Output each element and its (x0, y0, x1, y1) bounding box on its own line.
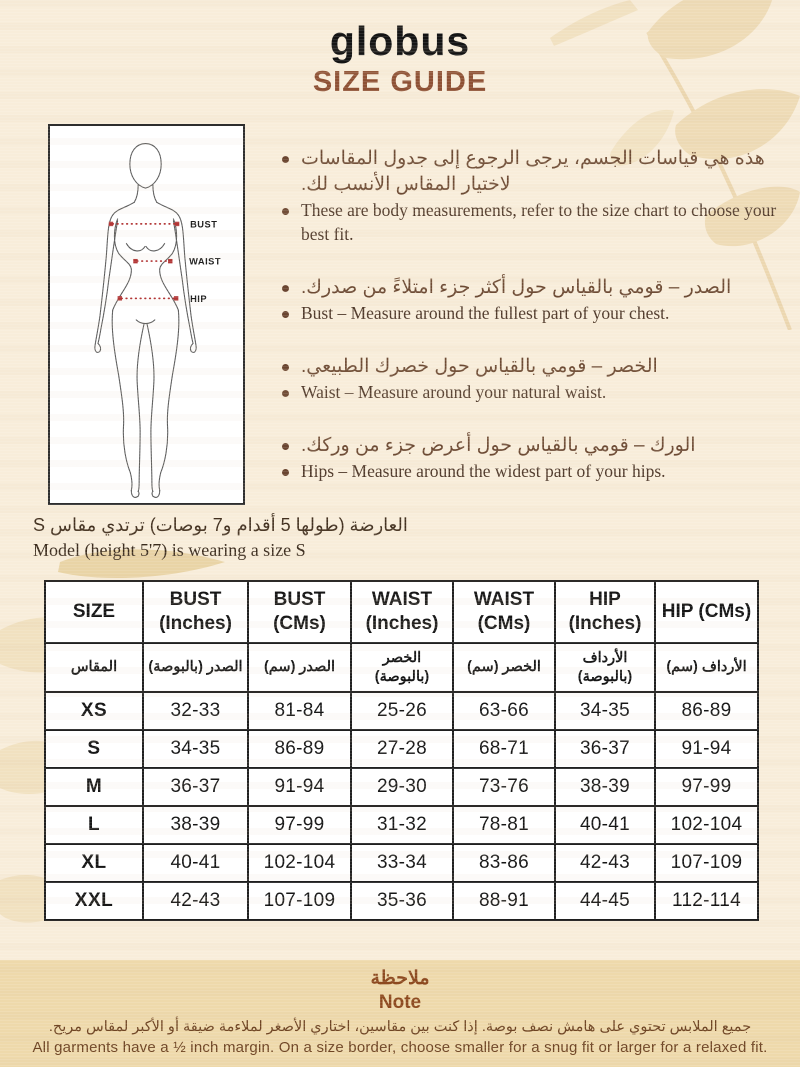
tip-hip-en: Hips – Measure around the widest part of your hips. (281, 459, 787, 483)
size-cell: 91-94 (248, 768, 351, 806)
bullet-icon (282, 469, 289, 476)
size-cell: 42-43 (143, 882, 248, 920)
size-row-s (45, 730, 758, 768)
size-cell: 40-41 (143, 844, 248, 882)
measuring-tips-list (281, 146, 787, 512)
waist-label: WAIST (189, 256, 222, 267)
size-cell: 63-66 (453, 692, 555, 730)
header-size-ar: المقاس (45, 643, 143, 692)
size-row-l (45, 806, 758, 844)
tip-group-overview (281, 146, 787, 246)
tip-waist-ar: الخصر – قومي بالقياس حول خصرك الطبيعي. (281, 354, 787, 380)
size-cell: 86-89 (655, 692, 758, 730)
header-hip-cms-ar: الأرداف (سم) (655, 643, 758, 692)
size-cell: 97-99 (248, 806, 351, 844)
size-cell: 35-36 (351, 882, 453, 920)
size-row-xxl (45, 882, 758, 920)
size-cell: 86-89 (248, 730, 351, 768)
size-cell: 34-35 (555, 692, 655, 730)
header-hip-inches-ar: الأرداف (بالبوصة) (555, 643, 655, 692)
body-measurement-diagram (48, 124, 245, 505)
size-cell: 68-71 (453, 730, 555, 768)
size-cell: 38-39 (555, 768, 655, 806)
size-cell: 27-28 (351, 730, 453, 768)
header-bust-cms-ar: الصدر (سم) (248, 643, 351, 692)
size-chart-table (44, 580, 759, 921)
tip-group-bust (281, 275, 787, 325)
note-section (0, 960, 800, 1067)
header-size: SIZE (45, 581, 143, 643)
tip-overview-en: These are body measurements, refer to the size chart to choose your best fit. (281, 198, 787, 246)
size-cell: 73-76 (453, 768, 555, 806)
hip-label: HIP (190, 293, 208, 304)
size-cell: 81-84 (248, 692, 351, 730)
bust-label: BUST (190, 219, 218, 230)
page-header (0, 20, 800, 99)
size-cell: 83-86 (453, 844, 555, 882)
size-cell: 97-99 (655, 768, 758, 806)
size-cell: 34-35 (143, 730, 248, 768)
size-cell: XL (45, 844, 143, 882)
bullet-icon (282, 443, 289, 450)
size-row-m (45, 768, 758, 806)
tip-overview-ar: هذه هي قياسات الجسم، يرجى الرجوع إلى جدول المقاسات لاختيار المقاس الأنسب لك. (281, 146, 787, 198)
tip-bust-en: Bust – Measure around the fullest part of your chest. (281, 301, 787, 325)
size-cell: 38-39 (143, 806, 248, 844)
model-size-caption (33, 514, 573, 563)
tip-bust-ar: الصدر – قومي بالقياس حول أكثر جزء امتلاءً من صدرك. (281, 275, 787, 301)
size-cell: 36-37 (555, 730, 655, 768)
bullet-icon (282, 390, 289, 397)
brand-logo: globus (329, 18, 471, 64)
header-bust-inches-ar: الصدر (بالبوصة) (143, 643, 248, 692)
size-row-xs (45, 692, 758, 730)
model-size-caption-en: Model (height 5'7) is wearing a size S (33, 540, 306, 561)
size-cell: 91-94 (655, 730, 758, 768)
bullet-icon (282, 208, 289, 215)
tip-group-hip (281, 433, 787, 483)
tip-hip-ar: الورك – قومي بالقياس حول أعرض جزء من وركك. (281, 433, 787, 459)
note-body-en: All garments have a ½ inch margin. On a size border, choose smaller for a snug fit or larger for a relaxed fit. (32, 1039, 768, 1056)
header-waist-cms-ar: الخصر (سم) (453, 643, 555, 692)
header-bust-inches: BUST (Inches) (143, 581, 248, 643)
size-cell: 29-30 (351, 768, 453, 806)
size-cell: 44-45 (555, 882, 655, 920)
size-cell: 112-114 (655, 882, 758, 920)
header-waist-inches: WAIST (Inches) (351, 581, 453, 643)
model-size-caption-ar: العارضة (طولها 5 أقدام و7 بوصات) ترتدي مقاس S (33, 515, 408, 535)
size-cell: 107-109 (655, 844, 758, 882)
bullet-icon (282, 364, 289, 371)
note-title-en: Note (378, 992, 422, 1013)
tip-group-waist (281, 354, 787, 404)
size-cell: 102-104 (248, 844, 351, 882)
size-cell: 88-91 (453, 882, 555, 920)
header-waist-cms: WAIST (CMs) (453, 581, 555, 643)
header-waist-inches-ar: الخصر (بالبوصة) (351, 643, 453, 692)
size-cell: 78-81 (453, 806, 555, 844)
bullet-icon (282, 156, 289, 163)
note-body-ar: جميع الملابس تحتوي على هامش نصف بوصة. إذا كنت بين مقاسين، اختاري الأصغر لملاءمة ضيقة أو الأكبر لمقاس مريح. (48, 1019, 752, 1035)
page-title: SIZE GUIDE (312, 66, 488, 99)
size-chart-header-row-en (45, 581, 758, 643)
size-cell: 102-104 (655, 806, 758, 844)
size-cell: 42-43 (555, 844, 655, 882)
tip-waist-en: Waist – Measure around your natural waist. (281, 380, 787, 404)
bullet-icon (282, 285, 289, 292)
size-cell: 40-41 (555, 806, 655, 844)
header-bust-cms: BUST (CMs) (248, 581, 351, 643)
bullet-icon (282, 311, 289, 318)
size-cell: 36-37 (143, 768, 248, 806)
size-cell: M (45, 768, 143, 806)
body-figure-svg (50, 126, 243, 503)
size-cell: XXL (45, 882, 143, 920)
size-cell: S (45, 730, 143, 768)
size-cell: XS (45, 692, 143, 730)
size-cell: L (45, 806, 143, 844)
size-chart-header-row-ar (45, 643, 758, 692)
size-cell: 33-34 (351, 844, 453, 882)
header-hip-cms: HIP (CMs) (655, 581, 758, 643)
size-row-xl (45, 844, 758, 882)
size-cell: 32-33 (143, 692, 248, 730)
header-hip-inches: HIP (Inches) (555, 581, 655, 643)
size-cell: 25-26 (351, 692, 453, 730)
size-cell: 31-32 (351, 806, 453, 844)
size-cell: 107-109 (248, 882, 351, 920)
note-title-ar: ملاحظة (370, 968, 430, 989)
